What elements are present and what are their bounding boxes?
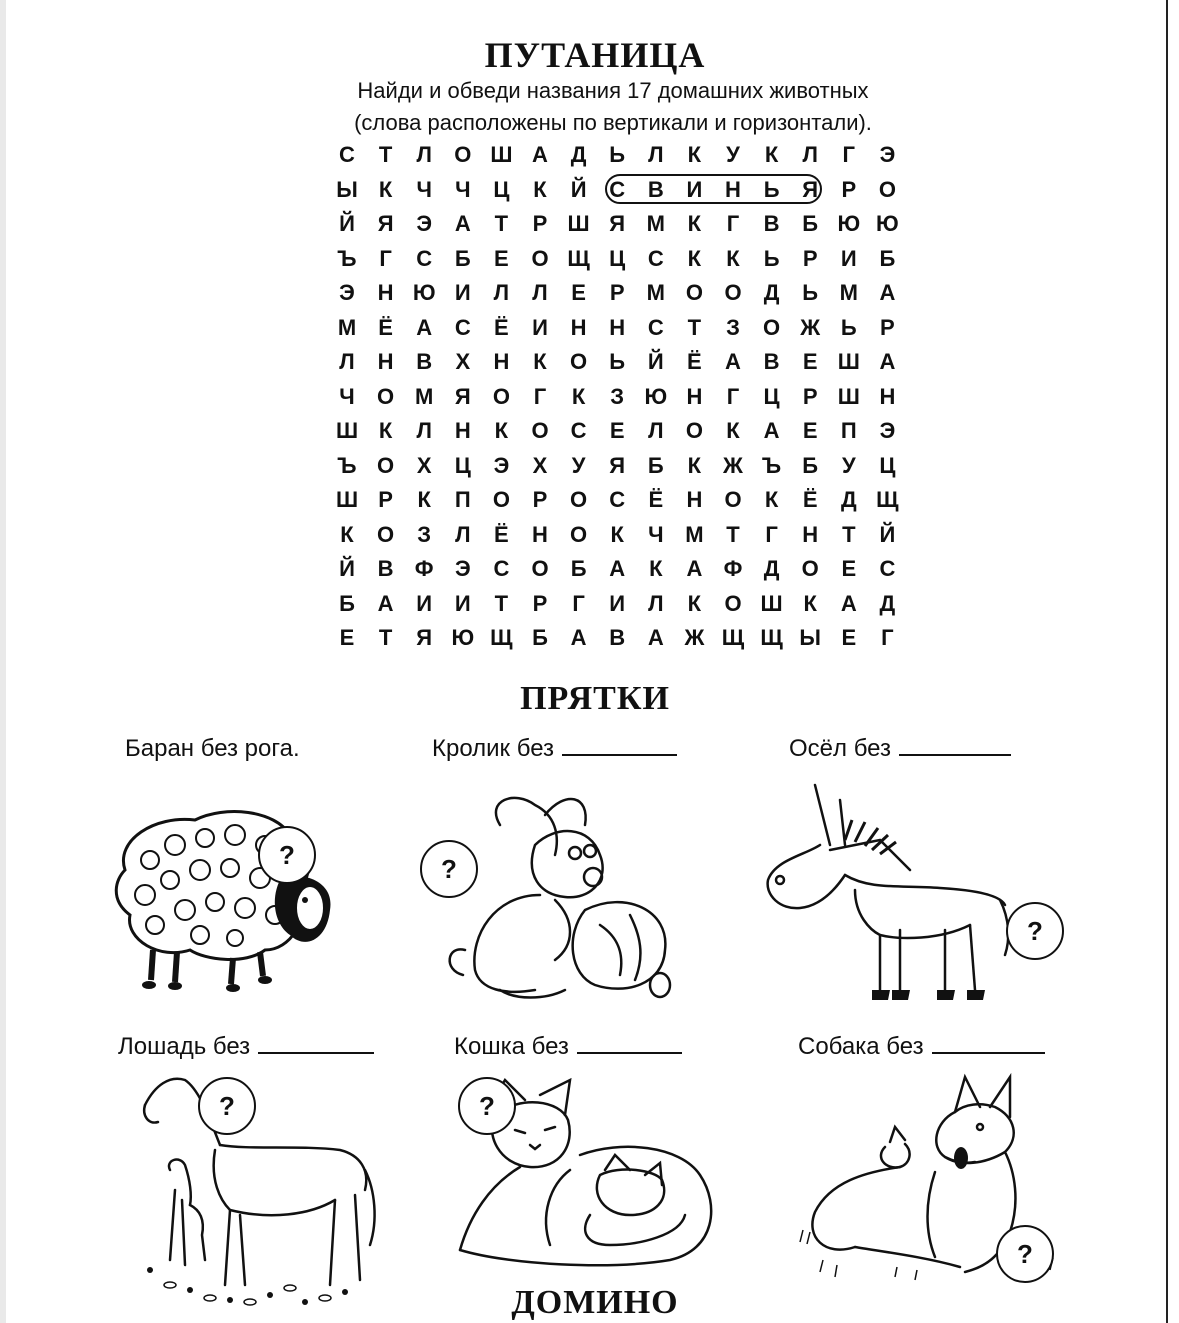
grid-letter[interactable]: Щ — [567, 245, 590, 271]
grid-letter[interactable]: Н — [454, 418, 471, 443]
grid-letter[interactable]: С — [493, 556, 510, 581]
grid-letter[interactable]: Е — [841, 556, 857, 581]
grid-letter[interactable]: К — [687, 590, 702, 616]
grid-letter[interactable]: Ъ — [762, 452, 782, 478]
grid-letter[interactable]: Э — [416, 211, 433, 236]
grid-letter[interactable]: О — [492, 383, 510, 409]
grid-letter[interactable]: С — [647, 314, 664, 340]
grid-letter[interactable]: Е — [841, 625, 857, 650]
grid-letter[interactable]: М — [415, 383, 434, 409]
grid-letter[interactable]: Ю — [451, 625, 475, 650]
grid-letter[interactable]: Ш — [490, 142, 513, 167]
grid-letter[interactable]: Й — [339, 211, 355, 236]
found-word-oval-svinya — [605, 174, 822, 204]
grid-letter[interactable]: С — [647, 245, 664, 271]
grid-letter[interactable]: О — [531, 245, 549, 271]
grid-letter[interactable]: Ц — [879, 452, 896, 478]
grid-letter[interactable]: Л — [455, 521, 471, 547]
grid-letter[interactable]: А — [725, 349, 741, 374]
grid-letter[interactable]: М — [646, 280, 665, 305]
grid-letter[interactable]: Г — [379, 245, 392, 271]
puzzle-instruction-line-2: (слова расположены по вертикали и горизонтали). — [354, 110, 872, 135]
grid-letter[interactable]: И — [416, 590, 433, 616]
grid-letter[interactable]: Ю — [837, 211, 861, 236]
grid-letter[interactable]: К — [417, 487, 431, 512]
caption-sheep: Баран без рога. — [125, 735, 300, 762]
grid-letter[interactable]: М — [685, 521, 704, 547]
grid-letter[interactable]: Т — [378, 142, 393, 167]
grid-letter[interactable]: Ш — [335, 487, 359, 512]
grid-letter[interactable]: К — [649, 556, 663, 581]
grid-letter[interactable]: Д — [570, 142, 587, 167]
puzzle-instruction-line-1: Найди и обведи названия 17 домашних животных — [357, 78, 869, 103]
rabbit-illustration — [425, 785, 685, 1010]
grid-letter[interactable]: Ю — [876, 211, 899, 236]
grid-letter[interactable]: И — [454, 590, 471, 616]
grid-letter[interactable]: Ь — [840, 314, 857, 340]
grid-letter[interactable]: Н — [879, 383, 896, 409]
grid-letter[interactable]: Т — [842, 521, 856, 547]
grid-letter[interactable]: А — [377, 590, 394, 616]
grid-letter[interactable]: Л — [416, 142, 432, 167]
grid-letter[interactable]: Щ — [490, 625, 513, 650]
grid-letter[interactable]: О — [531, 418, 549, 443]
grid-letter[interactable]: П — [840, 418, 857, 443]
grid-letter[interactable]: Ь — [763, 176, 780, 202]
grid-letter[interactable]: Н — [493, 349, 510, 374]
grid-letter[interactable]: Н — [609, 314, 626, 340]
grid-letter[interactable]: Е — [494, 245, 509, 271]
grid-letter[interactable]: В — [763, 349, 780, 374]
grid-letter[interactable]: Г — [842, 142, 856, 167]
grid-letter[interactable]: Х — [416, 452, 432, 478]
grid-letter[interactable]: Ф — [723, 556, 743, 581]
grid-letter[interactable]: Э — [454, 556, 471, 581]
grid-letter[interactable]: Ц — [763, 383, 780, 409]
caption-rabbit: Кролик без — [432, 734, 677, 764]
grid-letter[interactable]: Я — [454, 383, 471, 409]
grid-letter[interactable]: Л — [802, 142, 818, 167]
grid-letter[interactable]: Г — [765, 521, 778, 547]
grid-letter[interactable]: Т — [687, 314, 702, 340]
grid-letter[interactable]: О — [724, 280, 742, 305]
grid-letter[interactable]: К — [533, 176, 547, 202]
donkey-illustration — [760, 780, 1020, 1010]
grid-letter[interactable]: А — [647, 625, 664, 650]
grid-letter[interactable]: К — [378, 418, 393, 443]
grid-letter[interactable]: Я — [416, 625, 433, 650]
grid-letter[interactable]: Е — [802, 349, 818, 374]
grid-letter[interactable]: А — [454, 211, 471, 236]
grid-letter[interactable]: К — [687, 211, 702, 236]
grid-letter[interactable]: С — [609, 176, 626, 202]
horse-illustration — [130, 1070, 390, 1310]
grid-letter[interactable]: Э — [879, 418, 896, 443]
answer-blank-horse[interactable] — [258, 1034, 374, 1054]
grid-letter[interactable]: Ё — [648, 487, 664, 512]
grid-letter[interactable]: Ъ — [337, 452, 357, 478]
grid-letter[interactable]: Т — [378, 625, 393, 650]
grid-letter[interactable]: А — [609, 556, 626, 581]
grid-letter[interactable]: Л — [532, 280, 548, 305]
grid-letter[interactable]: К — [803, 590, 817, 616]
grid-letter[interactable]: Н — [686, 383, 703, 409]
grid-letter[interactable]: Л — [416, 418, 432, 443]
grid-letter[interactable]: Р — [532, 487, 548, 512]
grid-letter[interactable]: К — [726, 245, 740, 271]
grid-letter[interactable]: Ё — [802, 487, 818, 512]
grid-letter[interactable]: Ч — [455, 176, 471, 202]
grid-letter[interactable]: О — [377, 452, 395, 478]
grid-letter[interactable]: Ж — [723, 452, 743, 478]
grid-letter[interactable]: Р — [880, 314, 895, 340]
question-circle-horse: ? — [198, 1077, 256, 1135]
grid-letter[interactable]: Г — [572, 590, 585, 616]
grid-letter[interactable]: Д — [840, 487, 857, 512]
grid-letter[interactable]: Б — [802, 211, 819, 236]
grid-letter[interactable]: Я — [802, 176, 819, 202]
grid-letter[interactable]: Ш — [837, 349, 860, 374]
grid-letter[interactable]: О — [377, 521, 395, 547]
grid-letter[interactable]: Ь — [763, 245, 780, 271]
grid-letter[interactable]: Р — [609, 280, 625, 305]
grid-letter[interactable]: Ш — [335, 418, 359, 443]
answer-blank-donkey[interactable] — [899, 736, 1011, 756]
grid-letter[interactable]: О — [685, 418, 703, 443]
grid-letter[interactable]: Ё — [494, 314, 509, 340]
grid-letter[interactable]: У — [571, 452, 586, 478]
grid-letter[interactable]: А — [879, 349, 896, 374]
grid-letter[interactable]: К — [533, 349, 547, 374]
question-circle-dog: ? — [996, 1225, 1054, 1283]
grid-letter[interactable]: С — [339, 142, 355, 167]
question-circle-donkey: ? — [1006, 902, 1064, 960]
grid-letter[interactable]: А — [416, 314, 433, 340]
grid-letter[interactable]: А — [532, 142, 548, 167]
answer-blank-cat[interactable] — [577, 1034, 682, 1054]
grid-letter[interactable]: Ф — [414, 556, 434, 581]
grid-letter[interactable]: О — [570, 487, 588, 512]
grid-letter[interactable]: Ц — [454, 452, 471, 478]
grid-letter[interactable]: Н — [532, 521, 548, 547]
grid-letter[interactable]: Ч — [648, 521, 664, 547]
grid-letter[interactable]: И — [532, 314, 548, 340]
grid-letter[interactable]: Л — [493, 280, 510, 305]
grid-letter[interactable]: О — [570, 349, 588, 374]
grid-letter[interactable]: И — [454, 280, 471, 305]
hide-section-title: ПРЯТКИ — [520, 680, 670, 717]
question-circle-cat: ? — [458, 1077, 516, 1135]
grid-letter[interactable]: И — [609, 590, 626, 616]
grid-letter[interactable]: Я — [609, 211, 626, 236]
grid-letter[interactable]: Т — [494, 211, 509, 236]
grid-letter[interactable]: Ш — [760, 590, 783, 616]
grid-letter[interactable]: К — [726, 418, 740, 443]
grid-letter[interactable]: З — [610, 383, 625, 409]
grid-letter[interactable]: Е — [609, 418, 625, 443]
grid-letter[interactable]: Н — [377, 280, 394, 305]
grid-letter[interactable]: М — [337, 314, 357, 340]
grid-letter[interactable]: Л — [648, 418, 664, 443]
grid-letter[interactable]: Щ — [721, 625, 745, 650]
grid-letter[interactable]: Н — [377, 349, 394, 374]
sheep-illustration — [105, 800, 345, 1000]
grid-letter[interactable]: С — [609, 487, 626, 512]
grid-letter[interactable]: С — [570, 418, 587, 443]
grid-letter[interactable]: О — [763, 314, 781, 340]
puzzle-title: ПУТАНИЦА — [484, 35, 706, 75]
grid-letter[interactable]: В — [377, 556, 394, 581]
grid-letter[interactable]: Х — [455, 349, 471, 374]
grid-letter[interactable]: В — [647, 176, 664, 202]
grid-letter[interactable]: Ё — [378, 314, 393, 340]
grid-letter[interactable]: Х — [532, 452, 548, 478]
grid-letter[interactable]: Р — [532, 590, 548, 616]
grid-letter[interactable]: М — [646, 211, 665, 236]
grid-letter[interactable]: Л — [648, 142, 664, 167]
grid-letter[interactable]: К — [764, 487, 779, 512]
grid-letter[interactable]: Ц — [609, 245, 626, 271]
caption-cat: Кошка без — [454, 1032, 682, 1062]
grid-letter[interactable]: Л — [648, 590, 664, 616]
grid-letter[interactable]: К — [687, 245, 702, 271]
grid-letter[interactable]: Г — [533, 383, 547, 409]
grid-letter[interactable]: Б — [339, 590, 355, 616]
grid-letter[interactable]: В — [609, 625, 626, 650]
grid-letter[interactable]: Б — [532, 625, 548, 650]
grid-letter[interactable]: К — [687, 142, 702, 167]
grid-letter[interactable]: О — [377, 383, 395, 409]
grid-letter[interactable]: Л — [339, 349, 355, 374]
grid-letter[interactable]: Б — [570, 556, 587, 581]
grid-letter[interactable]: Р — [378, 487, 393, 512]
grid-letter[interactable]: О — [492, 487, 510, 512]
grid-letter[interactable]: Ь — [609, 349, 626, 374]
left-margin-bar — [0, 0, 6, 1323]
grid-letter[interactable]: О — [724, 590, 742, 616]
grid-letter[interactable]: А — [763, 418, 780, 443]
grid-letter[interactable]: А — [879, 280, 896, 305]
grid-letter[interactable]: В — [416, 349, 433, 374]
grid-letter[interactable]: Ы — [799, 625, 821, 650]
grid-letter[interactable]: М — [839, 280, 858, 305]
grid-letter[interactable]: О — [801, 556, 819, 581]
grid-letter[interactable]: Н — [725, 176, 741, 202]
grid-letter[interactable]: Г — [881, 625, 894, 650]
grid-letter[interactable]: З — [417, 521, 432, 547]
grid-letter[interactable]: Р — [841, 176, 857, 202]
caption-donkey: Осёл без — [789, 734, 1011, 764]
grid-letter[interactable]: Ч — [416, 176, 432, 202]
grid-letter[interactable]: О — [570, 521, 588, 547]
grid-letter[interactable]: Й — [647, 349, 664, 374]
grid-letter[interactable]: У — [726, 142, 740, 167]
grid-letter[interactable]: П — [454, 487, 471, 512]
grid-letter[interactable]: Ы — [336, 176, 358, 202]
grid-letter[interactable]: Э — [493, 452, 510, 478]
grid-letter[interactable]: Д — [763, 556, 780, 581]
grid-letter[interactable]: Г — [726, 383, 740, 409]
grid-letter[interactable]: Р — [802, 383, 818, 409]
grid-letter[interactable]: Ъ — [337, 245, 357, 271]
caption-horse: Лошадь без — [118, 1032, 374, 1062]
grid-letter[interactable]: Б — [454, 245, 471, 271]
grid-letter[interactable]: Й — [339, 556, 355, 581]
caption-dog: Собака без — [798, 1032, 1045, 1062]
grid-letter[interactable]: Д — [763, 280, 780, 305]
grid-letter[interactable]: О — [724, 487, 742, 512]
right-border-line — [1166, 0, 1168, 1323]
grid-letter[interactable]: Ь — [609, 142, 626, 167]
question-circle-rabbit: ? — [420, 840, 478, 898]
grid-letter[interactable]: О — [878, 176, 896, 202]
grid-letter[interactable]: К — [494, 418, 509, 443]
grid-letter[interactable]: Ю — [412, 280, 436, 305]
grid-letter[interactable]: В — [763, 211, 780, 236]
grid-letter[interactable]: Б — [802, 452, 819, 478]
grid-letter[interactable]: Ж — [800, 314, 821, 340]
grid-letter[interactable]: Ц — [493, 176, 510, 202]
grid-letter[interactable]: Е — [339, 625, 355, 650]
grid-letter[interactable]: Д — [879, 590, 896, 616]
domino-section-title: ДОМИНО — [511, 1284, 679, 1321]
grid-letter[interactable]: Т — [726, 521, 740, 547]
grid-letter[interactable]: С — [879, 556, 896, 581]
grid-letter[interactable]: О — [685, 280, 703, 305]
grid-letter[interactable]: Э — [879, 142, 896, 167]
grid-letter[interactable]: К — [764, 142, 779, 167]
grid-letter[interactable]: К — [340, 521, 354, 547]
grid-letter[interactable]: К — [610, 521, 624, 547]
grid-letter[interactable]: Ш — [837, 383, 860, 409]
answer-blank-dog[interactable] — [932, 1034, 1045, 1054]
grid-letter[interactable]: Р — [532, 211, 548, 236]
grid-letter[interactable]: С — [454, 314, 471, 340]
grid-letter[interactable]: Ч — [339, 383, 355, 409]
grid-letter[interactable]: Ё — [687, 349, 702, 374]
grid-letter[interactable]: Г — [726, 211, 740, 236]
grid-letter[interactable]: Ш — [567, 211, 590, 236]
grid-letter[interactable]: Ю — [644, 383, 668, 409]
grid-letter[interactable]: А — [686, 556, 703, 581]
grid-letter[interactable]: Й — [570, 176, 587, 202]
grid-letter[interactable]: И — [840, 245, 857, 271]
grid-letter[interactable]: Б — [879, 245, 896, 271]
grid-letter[interactable]: Н — [570, 314, 587, 340]
grid-letter[interactable]: Р — [802, 245, 818, 271]
answer-blank-rabbit[interactable] — [562, 736, 677, 756]
grid-letter[interactable]: Б — [647, 452, 664, 478]
grid-letter[interactable]: И — [686, 176, 703, 202]
grid-letter[interactable]: О — [531, 556, 549, 581]
grid-letter[interactable]: О — [454, 142, 472, 167]
grid-letter[interactable]: С — [416, 245, 433, 271]
grid-letter[interactable]: Н — [802, 521, 819, 547]
grid-letter[interactable]: Я — [609, 452, 626, 478]
grid-letter[interactable]: К — [571, 383, 586, 409]
grid-letter[interactable]: З — [726, 314, 740, 340]
grid-letter[interactable]: Е — [802, 418, 818, 443]
grid-letter[interactable]: Ь — [802, 280, 819, 305]
grid-letter[interactable]: Т — [494, 590, 509, 616]
grid-letter[interactable]: Ж — [684, 625, 705, 650]
grid-letter[interactable]: А — [570, 625, 587, 650]
grid-letter[interactable]: Э — [339, 280, 355, 305]
grid-letter[interactable]: А — [840, 590, 857, 616]
grid-letter[interactable]: Я — [377, 211, 394, 236]
grid-letter[interactable]: Й — [879, 521, 896, 547]
grid-letter[interactable]: К — [687, 452, 702, 478]
grid-letter[interactable]: Щ — [760, 625, 783, 650]
grid-letter[interactable]: У — [841, 452, 856, 478]
grid-letter[interactable]: Е — [571, 280, 586, 305]
grid-letter[interactable]: Щ — [876, 487, 899, 512]
question-circle-sheep: ? — [258, 826, 316, 884]
grid-letter[interactable]: К — [378, 176, 393, 202]
grid-letter[interactable]: Н — [686, 487, 703, 512]
grid-letter[interactable]: Ё — [494, 521, 509, 547]
